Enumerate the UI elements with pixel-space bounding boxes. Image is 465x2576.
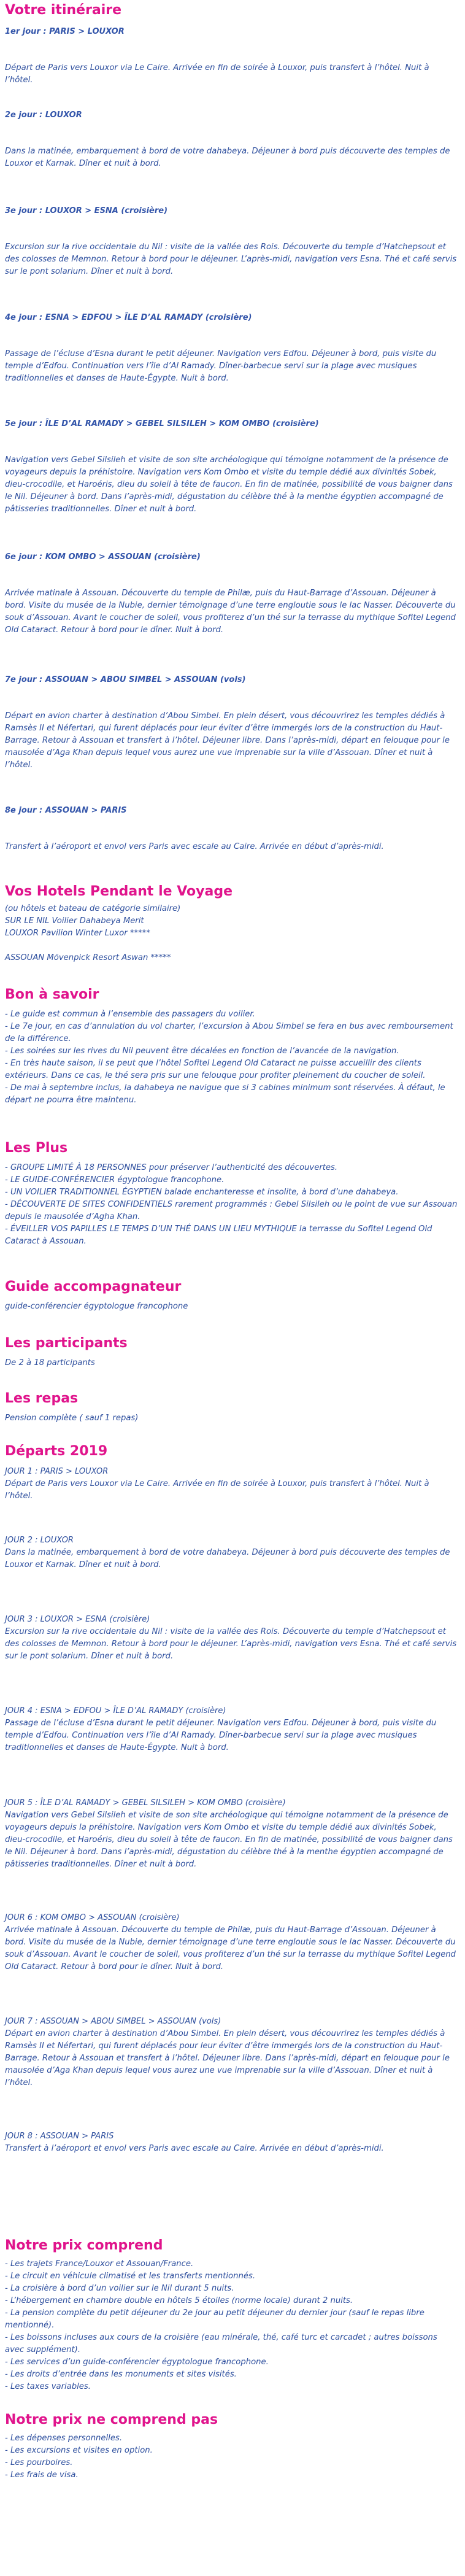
prix-comprend-section: [5, 2235, 459, 2410]
list-item: - Le guide est commun à l’ensemble des passagers du voilier.: [5, 1010, 255, 1019]
depart-day-text: Arrivée matinale à Assouan. Découverte du temple de Philæ, puis du Haut-Barrage d’Assouan. Déjeuner à bord. Visite du musée de la Nubie, dernier témoignage d’une terre engloutie sous le lac Nasser. Découverte du souk d’Assouan. Avant le coucher de soleil, vous profiterez d’un thé sur la terrasse du mythique Sofitel Legend Old Cataract. Retour à bord pour le dîner. Nuit à bord.: [5, 1925, 456, 1971]
depart-day-4: [5, 1705, 459, 1754]
list-item: - Les droits d’entrée dans les monuments et sites visités.: [5, 2370, 237, 2379]
hotels-list: [5, 903, 459, 964]
day-4: [5, 313, 459, 385]
hotel-line: SUR LE NIL Voilier Dahabeya Merit: [5, 916, 144, 926]
list-item: - GROUPE LIMITÉ À 18 PERSONNES pour préserver l’authenticité des découvertes.: [5, 1163, 338, 1172]
depart-day-text: Départ en avion charter à destination d’Abou Simbel. En plein désert, vous découvrirez les temples dédiés à Ramsès II et Néfertari, qui furent déplacés pour leur éviter d’être immergés lors de la construction du Haut-Barrage. Retour à Assouan et transfert à l’hôtel. Déjeuner libre. Dans l’après-midi, départ en felouque pour le mausolée d’Aga Khan depuis lequel vous aurez une vue imprenable sur la ville d’Assouan. Dîner et nuit à l’hôtel.: [5, 2029, 450, 2087]
depart-day-title: JOUR 1 : PARIS > LOUXOR: [5, 1467, 109, 1476]
bon-a-savoir-list: [5, 1008, 459, 1107]
prix-ne-comprend-section: [5, 2410, 459, 2489]
day-1: [5, 27, 459, 87]
participants-section: [5, 1333, 459, 1388]
bon-a-savoir-section: [5, 984, 459, 1138]
depart-day-title: JOUR 2 : LOUXOR: [5, 1536, 74, 1545]
les-plus-list: [5, 1162, 459, 1248]
day-title: 2e jour : LOUXOR: [5, 110, 82, 120]
list-item: - ÉVEILLER VOS PAPILLES LE TEMPS D’UN THÉ DANS UN LIEU MYTHIQUE la terrasse du Sofitel Legend Old Cataract à Assouan.: [5, 1224, 432, 1246]
list-item: - La pension complète du petit déjeuner du 2e jour au petit déjeuner du dernier jour (sauf le repas libre mentionné).: [5, 2308, 425, 2330]
depart-day-title: JOUR 4 : ESNA > EDFOU > ÎLE D’AL RAMADY (croisière): [5, 1706, 226, 1715]
day-title: 7e jour : ASSOUAN > ABOU SIMBEL > ASSOUAN (vols): [5, 675, 246, 684]
depart-day-title: JOUR 6 : KOM OMBO > ASSOUAN (croisière): [5, 1913, 180, 1922]
day-2: [5, 110, 459, 170]
depart-day-2: [5, 1534, 459, 1571]
day-text: Excursion sur la rive occidentale du Nil : visite de la vallée des Rois. Découverte du temple d’Hatchepsout et des colosses de Memnon. Retour à bord pour le déjeuner. L’après-midi, navigation vers Esna. Thé et café servis sur le pont solarium. Dîner et nuit à bord.: [5, 242, 457, 276]
list-item: - LE GUIDE-CONFÉRENCIER égyptologue francophone.: [5, 1175, 225, 1185]
list-item: - Les dépenses personnelles.: [5, 2434, 123, 2443]
day-title: 6e jour : KOM OMBO > ASSOUAN (croisière): [5, 552, 201, 562]
list-item: - Les pourboires.: [5, 2458, 73, 2467]
day-title: 1er jour : PARIS > LOUXOR: [5, 27, 125, 36]
guide-section: [5, 1277, 459, 1333]
day-text: Dans la matinée, embarquement à bord de votre dahabeya. Déjeuner à bord puis découverte des temples de Louxor et Karnak. Dîner et nuit à bord.: [5, 147, 450, 168]
depart-day-title: JOUR 7 : ASSOUAN > ABOU SIMBEL > ASSOUAN (vols): [5, 2017, 221, 2026]
list-item: - DÉCOUVERTE DE SITES CONFIDENTIELS rarement programmés : Gebel Silsileh ou le point de vue sur Assouan depuis le mausolée d’Agha Khan.: [5, 1200, 458, 1221]
participants-heading: Les participants: [5, 1336, 128, 1351]
day-text: Transfert à l’aéroport et envol vers Paris avec escale au Caire. Arrivée en début d’après-midi.: [5, 842, 384, 851]
prix-ne-comprend-list: [5, 2432, 459, 2481]
day-title: 4e jour : ESNA > EDFOU > ÎLE D’AL RAMADY (croisière): [5, 313, 252, 322]
depart-day-text: Dans la matinée, embarquement à bord de votre dahabeya. Déjeuner à bord puis découverte des temples de Louxor et Karnak. Dîner et nuit à bord.: [5, 1548, 450, 1569]
list-item: - Les boissons incluses aux cours de la croisière (eau minérale, thé, café turc et carcadet ; autres boissons avec supplément).: [5, 2333, 437, 2354]
hotel-line: ASSOUAN Mövenpick Resort Aswan *****: [5, 953, 171, 962]
depart-day-title: JOUR 3 : LOUXOR > ESNA (croisière): [5, 1615, 150, 1624]
day-text: Arrivée matinale à Assouan. Découverte du temple de Philæ, puis du Haut-Barrage d’Assouan. Déjeuner à bord. Visite du musée de la Nubie, dernier témoignage d’une terre engloutie sous le lac Nasser. Découverte du souk d’Assouan. Avant le coucher de soleil, vous profiterez d’un thé sur la terrasse du mythique Sofitel Legend Old Cataract. Retour à bord pour le dîner. Nuit à bord.: [5, 589, 456, 635]
departs-section: [5, 1441, 459, 2235]
departs-heading: Départs 2019: [5, 1444, 108, 1459]
list-item: - Les soirées sur les rives du Nil peuvent être décalées en fonction de l’avancée de la navigation.: [5, 1046, 399, 1056]
day-text: Départ de Paris vers Louxor via Le Caire. Arrivée en fin de soirée à Louxor, puis transfert à l’hôtel. Nuit à l’hôtel.: [5, 63, 429, 85]
repas-text: Pension complète ( sauf 1 repas): [5, 1414, 139, 1423]
list-item: - Les frais de visa.: [5, 2470, 79, 2480]
depart-day-title: JOUR 8 : ASSOUAN > PARIS: [5, 2132, 114, 2141]
repas-heading: Les repas: [5, 1391, 79, 1406]
depart-day-text: Passage de l’écluse d’Esna durant le petit déjeuner. Navigation vers Edfou. Déjeuner à bord, puis visite du temple d’Edfou. Continuation vers l’île d’Al Ramady. Dîner-barbecue servi sur la plage avec musiques traditionnelles et danses de Haute-Égypte. Nuit à bord.: [5, 1719, 437, 1752]
prix-ne-comprend-heading: Notre prix ne comprend pas: [5, 2412, 218, 2427]
depart-day-text: Transfert à l’aéroport et envol vers Paris avec escale au Caire. Arrivée en début d’après-midi.: [5, 2144, 384, 2153]
list-item: - Le circuit en véhicule climatisé et les transferts mentionnés.: [5, 2272, 256, 2281]
hotel-line: (ou hôtels et bateau de catégorie similaire): [5, 904, 181, 913]
prix-comprend-list: [5, 2258, 459, 2393]
day-8: [5, 806, 459, 853]
list-item: - Les taxes variables.: [5, 2382, 91, 2391]
repas-section: [5, 1388, 459, 1441]
bon-a-savoir-heading: Bon à savoir: [5, 987, 99, 1002]
depart-day-5: [5, 1797, 459, 1871]
depart-day-3: [5, 1614, 459, 1663]
list-item: - Le 7e jour, en cas d’annulation du vol charter, l’excursion à Abou Simbel se fera en bus avec remboursement de la différence.: [5, 1022, 453, 1043]
depart-day-title: JOUR 5 : ÎLE D’AL RAMADY > GEBEL SILSILEH > KOM OMBO (croisière): [5, 1798, 286, 1808]
depart-day-text: Navigation vers Gebel Silsileh et visite de son site archéologique qui témoigne notamment de la présence de voyageurs depuis la préhistoire. Navigation vers Kom Ombo et visite du temple dédié aux divinités Sobek, dieu-crocodile, et Haroéris, dieu du soleil à tête de faucon. En fin de matinée, possibilité de vous baigner dans le Nil. Déjeuner à bord. Dans l’après-midi, dégustation du célèbre thé à la menthe égyptien accompagné de pâtisseries traditionnelles. Dîner et nuit à bord.: [5, 1811, 453, 1869]
depart-day-6: [5, 1912, 459, 1973]
depart-day-text: Excursion sur la rive occidentale du Nil : visite de la vallée des Rois. Découverte du temple d’Hatchepsout et des colosses de Memnon. Retour à bord pour le déjeuner. L’après-midi, navigation vers Esna. Thé et café servis sur le pont solarium. Dîner et nuit à bord.: [5, 1627, 457, 1661]
depart-day-7: [5, 2016, 459, 2089]
day-title: 8e jour : ASSOUAN > PARIS: [5, 806, 127, 815]
day-text: Départ en avion charter à destination d’Abou Simbel. En plein désert, vous découvrirez les temples dédiés à Ramsès II et Néfertari, qui furent déplacés pour leur éviter d’être immergés lors de la construction du Haut-Barrage. Retour à Assouan et transfert à l’hôtel. Déjeuner libre. Dans l’après-midi, départ en felouque pour le mausolée d’Aga Khan depuis lequel vous aurez une vue imprenable sur la ville d’Assouan. Dîner et nuit à l’hôtel.: [5, 711, 450, 770]
les-plus-section: [5, 1138, 459, 1277]
day-3: [5, 206, 459, 278]
guide-text: guide-conférencier égyptologue francophone: [5, 1302, 188, 1311]
day-title: 3e jour : LOUXOR > ESNA (croisière): [5, 206, 168, 215]
list-item: - Les trajets France/Louxor et Assouan/France.: [5, 2259, 194, 2269]
day-6: [5, 552, 459, 636]
hotels-section: [5, 881, 459, 984]
depart-day-8: [5, 2130, 459, 2155]
itinerary-heading: Votre itinéraire: [5, 2, 122, 18]
day-text: Navigation vers Gebel Silsileh et visite de son site archéologique qui témoigne notamment de la présence de voyageurs depuis la préhistoire. Navigation vers Kom Ombo et visite du temple dédié aux divinités Sobek, dieu-crocodile, et Haroéris, dieu du soleil à tête de faucon. En fin de matinée, possibilité de vous baigner dans le Nil. Déjeuner à bord. Dans l’après-midi, dégustation du célèbre thé à la menthe égyptien accompagné de pâtisseries traditionnelles. Dîner et nuit à bord.: [5, 455, 453, 514]
day-text: Passage de l’écluse d’Esna durant le petit déjeuner. Navigation vers Edfou. Déjeuner à bord, puis visite du temple d’Edfou. Continuation vers l’île d’Al Ramady. Dîner-barbecue servi sur la plage avec musiques traditionnelles et danses de Haute-Égypte. Nuit à bord.: [5, 349, 437, 383]
list-item: - UN VOILIER TRADITIONNEL ÉGYPTIEN balade enchanteresse et insolite, à bord d’une dahabeya.: [5, 1188, 399, 1197]
participants-text: De 2 à 18 participants: [5, 1358, 95, 1367]
hotels-heading: Vos Hotels Pendant le Voyage: [5, 884, 233, 899]
guide-heading: Guide accompagnateur: [5, 1279, 182, 1294]
itinerary-section: [5, 0, 459, 881]
prix-comprend-heading: Notre prix comprend: [5, 2238, 163, 2253]
depart-day-text: Départ de Paris vers Louxor via Le Caire. Arrivée en fin de soirée à Louxor, puis transfert à l’hôtel. Nuit à l’hôtel.: [5, 1479, 429, 1501]
day-title: 5e jour : ÎLE D’AL RAMADY > GEBEL SILSILEH > KOM OMBO (croisière): [5, 419, 319, 428]
depart-day-1: [5, 1466, 459, 1503]
list-item: - L’hébergement en chambre double en hôtels 5 étoiles (norme locale) durant 2 nuits.: [5, 2296, 353, 2305]
hotel-line: LOUXOR Pavilion Winter Luxor *****: [5, 929, 150, 938]
list-item: - Les excursions et visites en option.: [5, 2446, 153, 2455]
list-item: - Les services d’un guide-conférencier égyptologue francophone.: [5, 2357, 269, 2367]
day-7: [5, 675, 459, 772]
list-item: - De mai à septembre inclus, la dahabeya ne navigue que si 3 cabines minimum sont réservées. À défaut, le départ ne pourra être maintenu.: [5, 1083, 445, 1105]
day-5: [5, 419, 459, 516]
list-item: - La croisière à bord d’un voilier sur le Nil durant 5 nuits.: [5, 2284, 234, 2293]
list-item: - En très haute saison, il se peut que l’hôtel Sofitel Legend Old Cataract ne puisse accueillir des clients extérieurs. Dans ce cas, le thé sera pris sur une felouque pour profiter pleinement du coucher de soleil.: [5, 1059, 426, 1080]
les-plus-heading: Les Plus: [5, 1140, 68, 1156]
